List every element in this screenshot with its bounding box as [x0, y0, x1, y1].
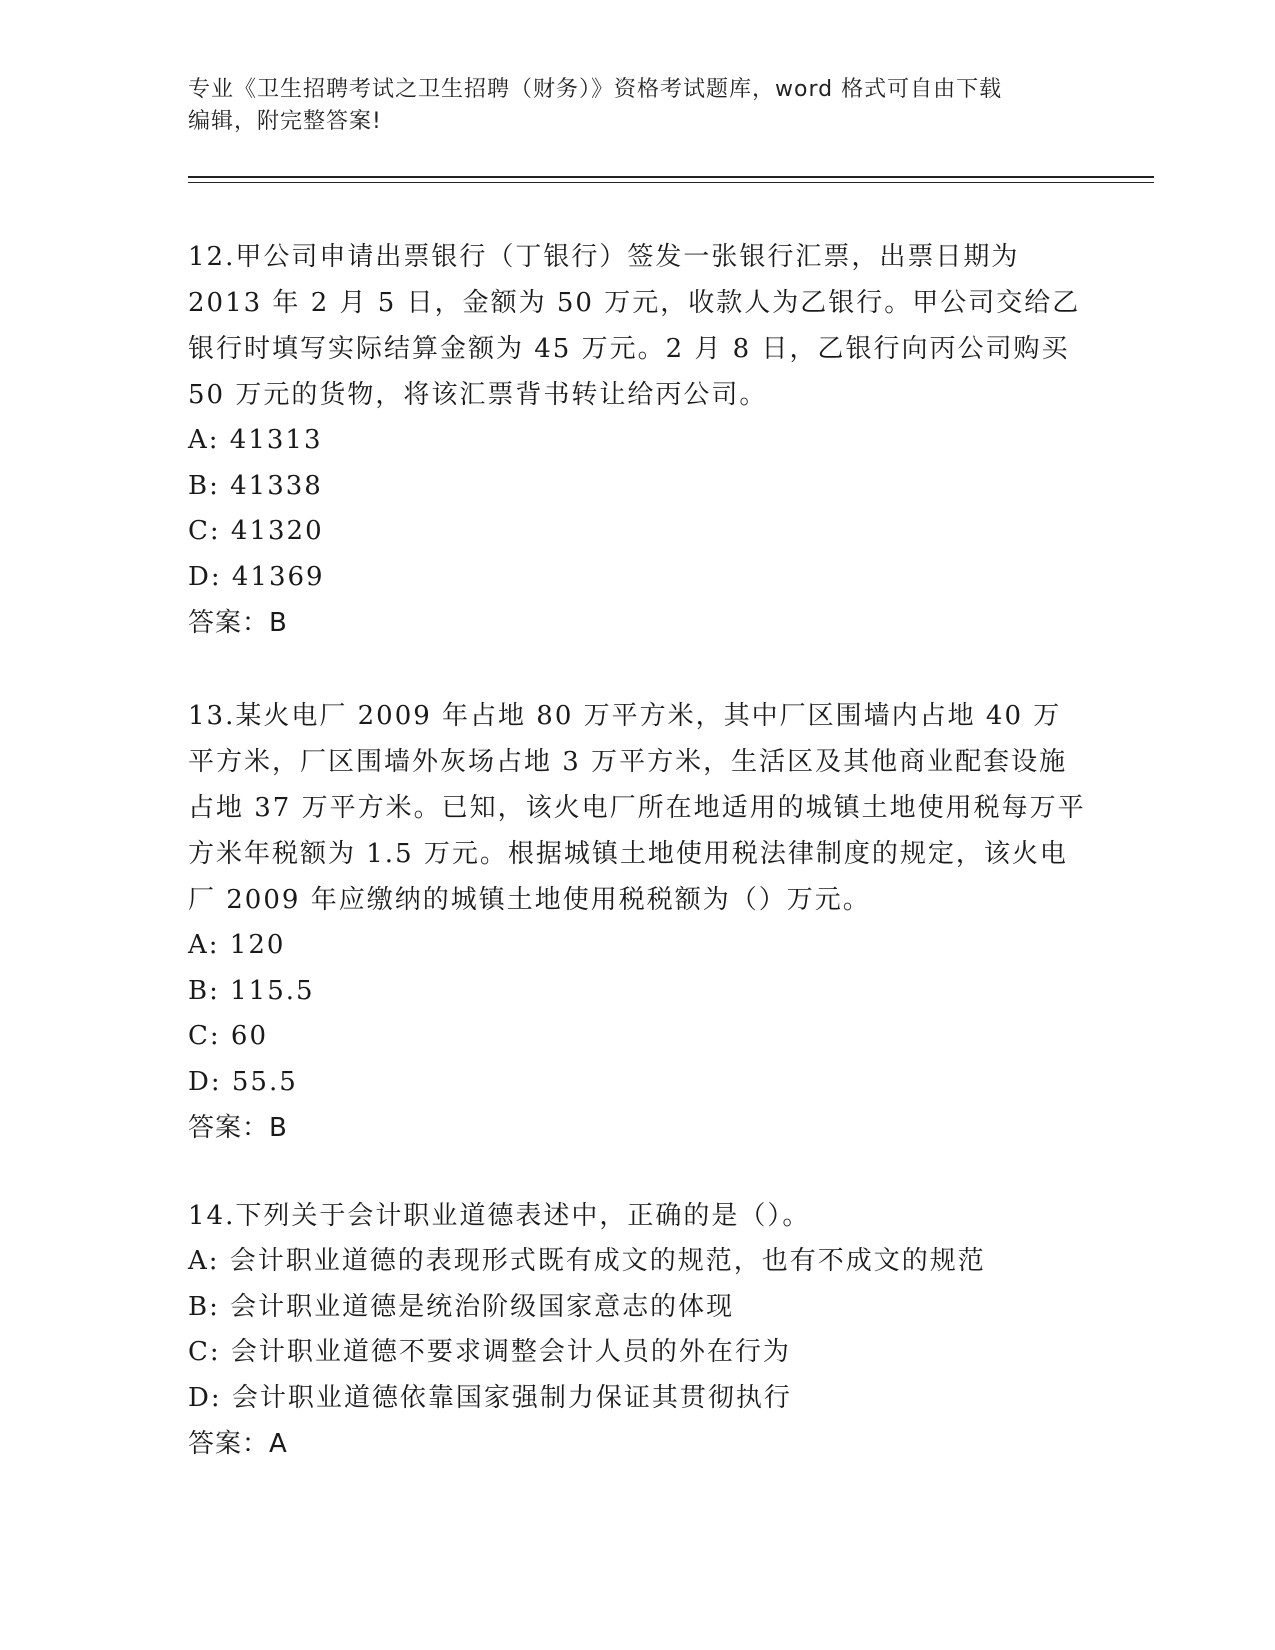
answer-line: 答案：B: [188, 1113, 288, 1143]
answer-line: 答案：B: [188, 608, 288, 638]
option-b: B: 会计职业道德是统治阶级国家意志的体现: [188, 1291, 735, 1322]
option-b: B: 41338: [188, 470, 323, 501]
document-header: [188, 74, 1088, 138]
question-12: [188, 234, 1088, 646]
question-stem: 14.下列关于会计职业道德表述中，正确的是（）。: [188, 1201, 811, 1231]
option-d: D: 55.5: [188, 1066, 298, 1097]
question-13: [188, 693, 1088, 1151]
option-a: A: 会计职业道德的表现形式既有成文的规范，也有不成文的规范: [188, 1246, 986, 1276]
header-divider-thick: [188, 176, 1154, 178]
option-b: B: 115.5: [188, 975, 315, 1006]
header-divider-thin: [188, 182, 1154, 183]
question-stem: 13.某火电厂 2009 年占地 80 万平方米，其中厂区围墙内占地 40 万平方米，厂区围墙外灰场占地 3 万平方米，生活区及其他商业配套设施占地 37 万平方米。已知，该火电厂所在地适用的城镇土地使用税每万平方米年税额为 1.5 万元。根据城镇土地使用税法律制度的规定，该火电厂 2009 年应缴纳的城镇土地使用税税额为（）万元。: [188, 701, 1086, 915]
option-c: C: 会计职业道德不要求调整会计人员的外在行为: [188, 1337, 791, 1367]
option-a: A: 41313: [188, 425, 323, 455]
header-line-2: 编辑，附完整答案!: [188, 109, 382, 134]
header-line-1: 专业《卫生招聘考试之卫生招聘（财务）》资格考试题库，word 格式可自由下载: [188, 77, 1003, 102]
option-c: C: 60: [188, 1021, 269, 1051]
option-c: C: 41320: [188, 516, 324, 546]
option-d: D: 41369: [188, 561, 325, 592]
option-d: D: 会计职业道德依靠国家强制力保证其贯彻执行: [188, 1382, 792, 1413]
answer-line: 答案：A: [188, 1429, 288, 1459]
question-14: [188, 1193, 1088, 1467]
option-a: A: 120: [188, 930, 286, 960]
question-stem: 12.甲公司申请出票银行（丁银行）签发一张银行汇票，出票日期为 2013 年 2 月 5 日，金额为 50 万元，收款人为乙银行。甲公司交给乙银行时填写实际结算金额为 45 万元。2 月 8 日，乙银行向丙公司购买 50 万元的货物，将该汇票背书转让给丙公司。: [188, 242, 1081, 410]
